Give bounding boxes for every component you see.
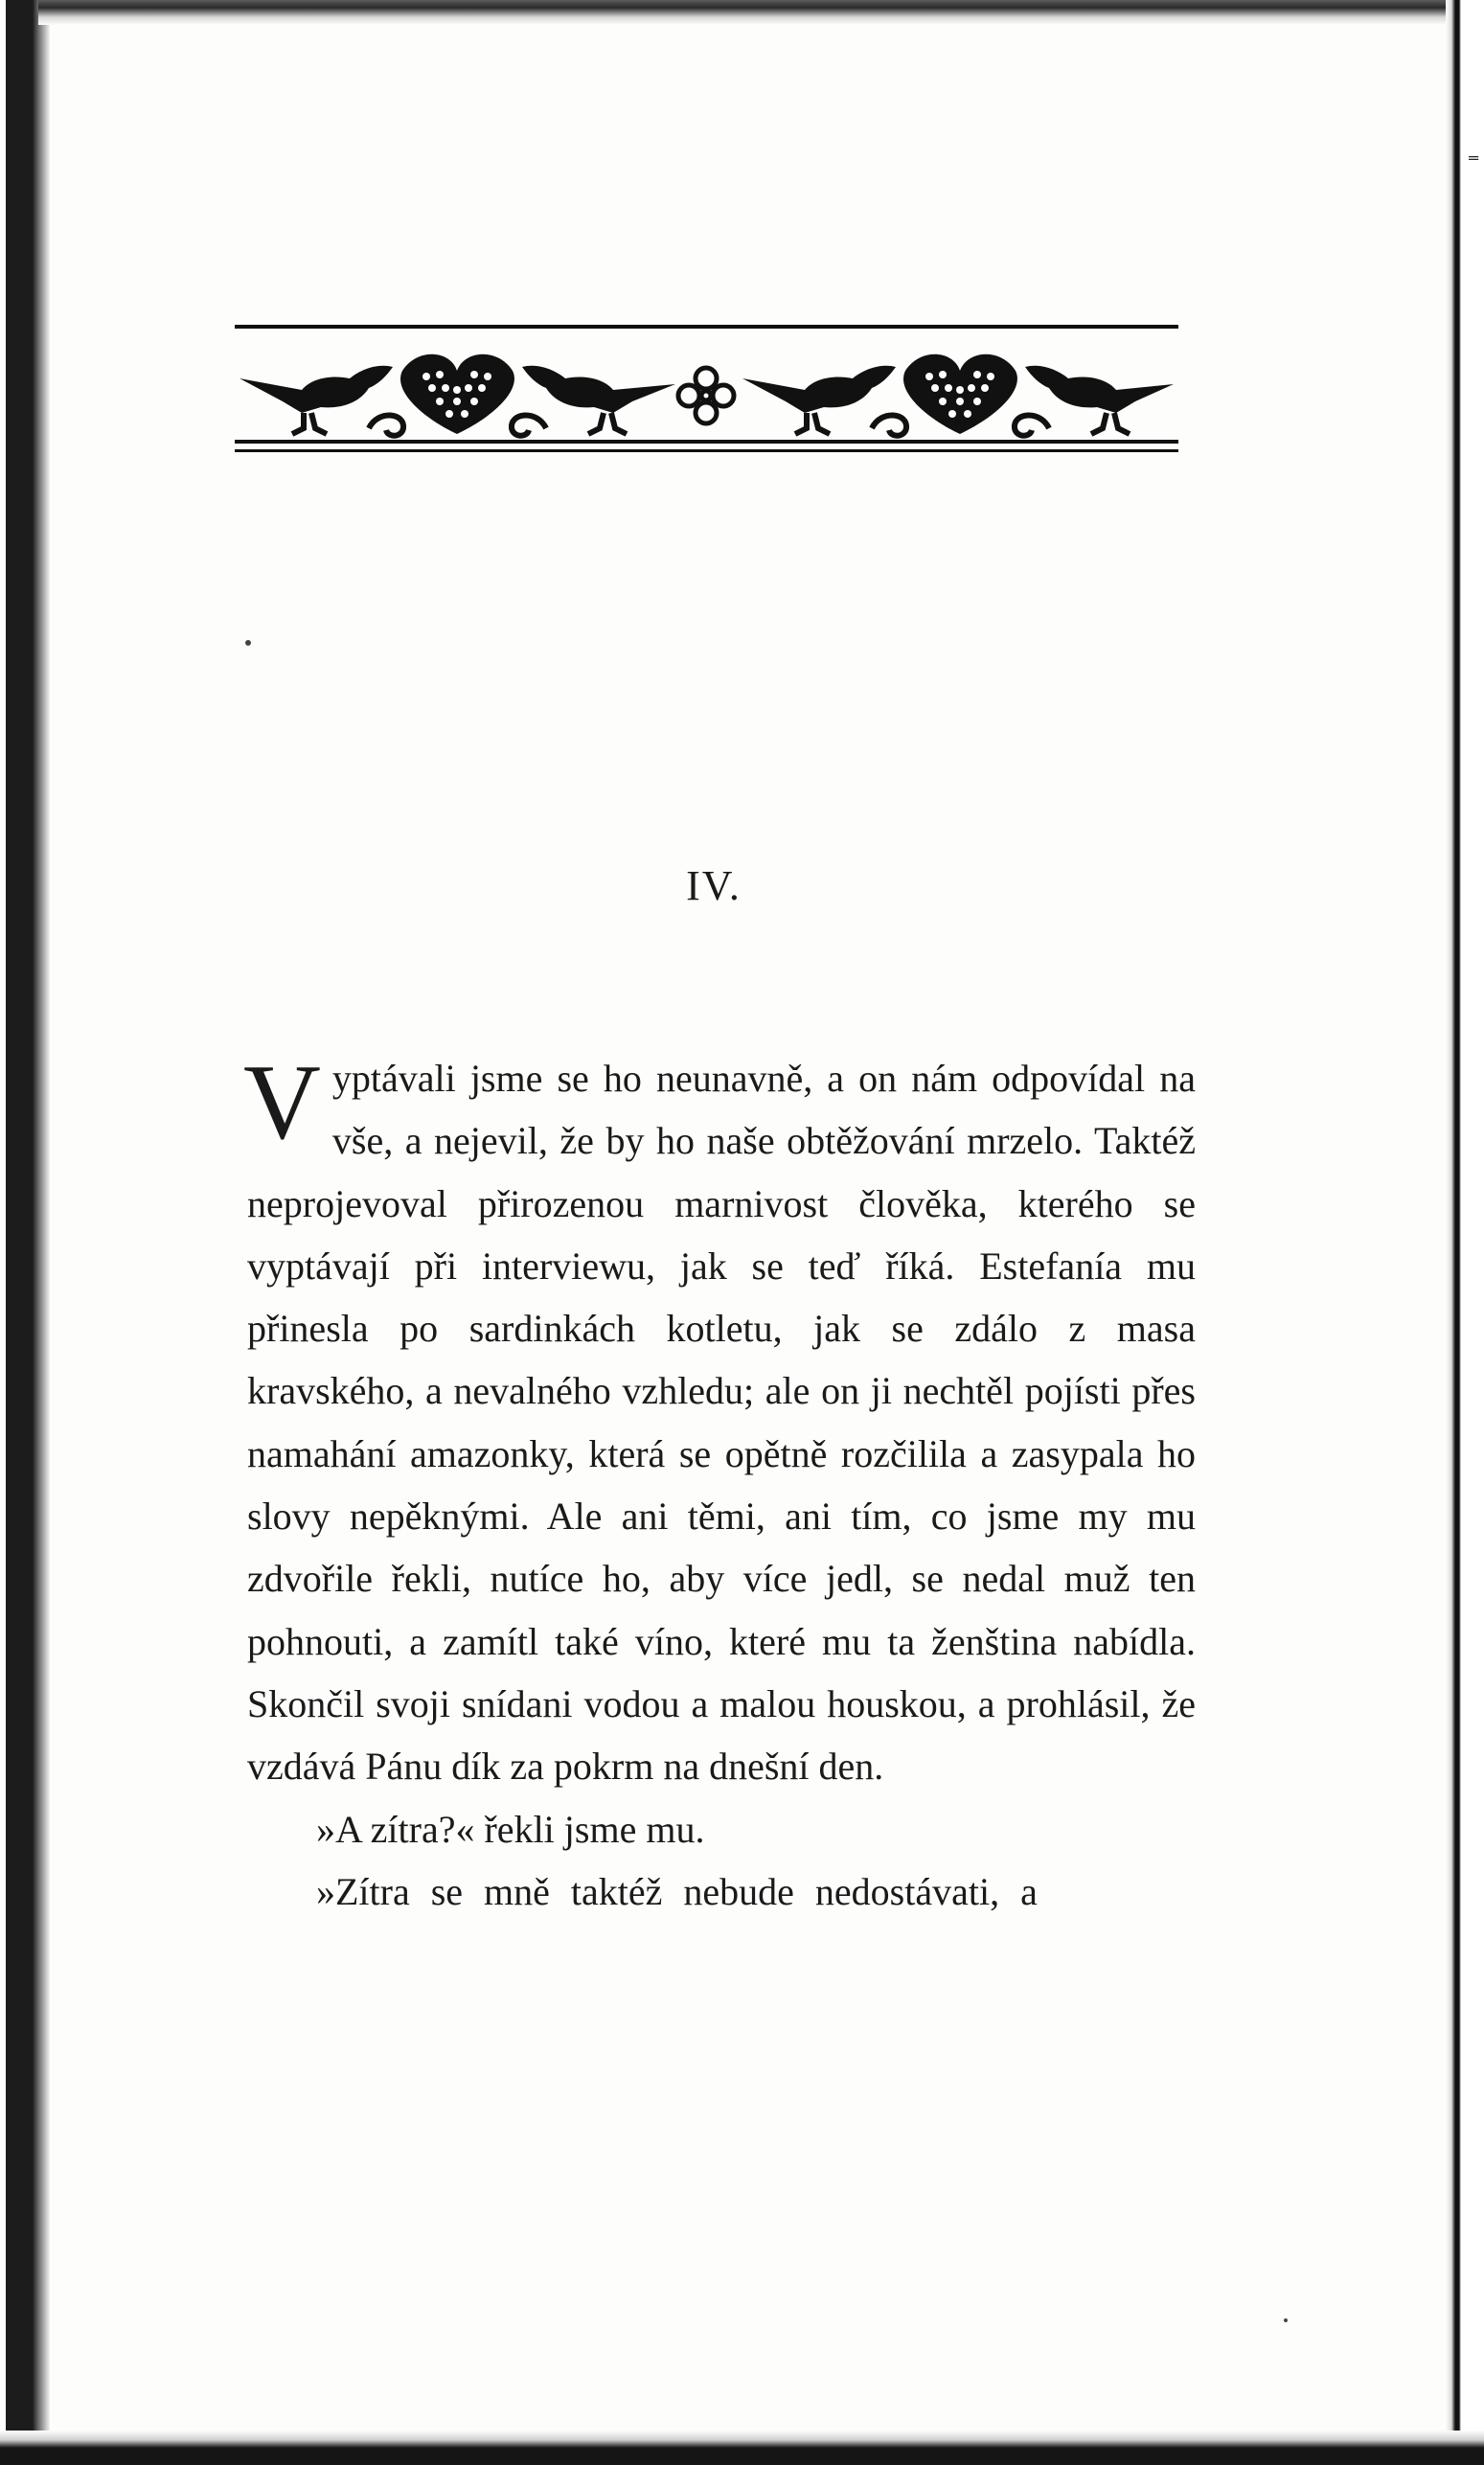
page-edge-left [0, 0, 50, 2465]
body-text [243, 1043, 1196, 1923]
paragraph-first [243, 1043, 1196, 1798]
drop-cap: V [243, 1043, 321, 1162]
birds-hearts-flower-ornament-icon [235, 321, 1178, 465]
paragraph-1-text: yptávali jsme se ho neunavně, a on nám odpovídal na vše, a nejevil, že by ho naše obtěžování mrzelo. Taktéž neprojevoval přirozenou marnivost člověka, kterého se vyptávají při interviewu, jak se teď říká. Estefanía mu přinesla po sardinkách kotletu, jak se zdálo z masa kravského, a nevalného vzhledu; ale on ji nechtěl pojísti přes namahání amazonky, která se opětně rozčilila a zasypala ho slovy nepěknými. Ale ani těmi, ani tím, co jsme my mu zdvořile řekli, nutíce ho, aby více jedl, se nedal muž ten pohnouti, a zamítl také víno, které mu ta ženština nabídla. Skončil svoji snídani vodou a malou houskou, a prohlásil, že vzdává Pánu dík za pokrm na dnešní den. [247, 1057, 1196, 1789]
margin-mark: ⁼ [1467, 148, 1480, 177]
page-edge-top [38, 0, 1447, 25]
page-edge-right [1446, 0, 1484, 2465]
paragraph-2: »A zítra?« řekli jsme mu. [316, 1807, 705, 1851]
page-edge-bottom [0, 2431, 1484, 2465]
chapter-number: IV. [686, 862, 742, 909]
paragraph-3: »Zítra se mně taktéž nebude nedostávati, a [316, 1869, 1038, 1913]
